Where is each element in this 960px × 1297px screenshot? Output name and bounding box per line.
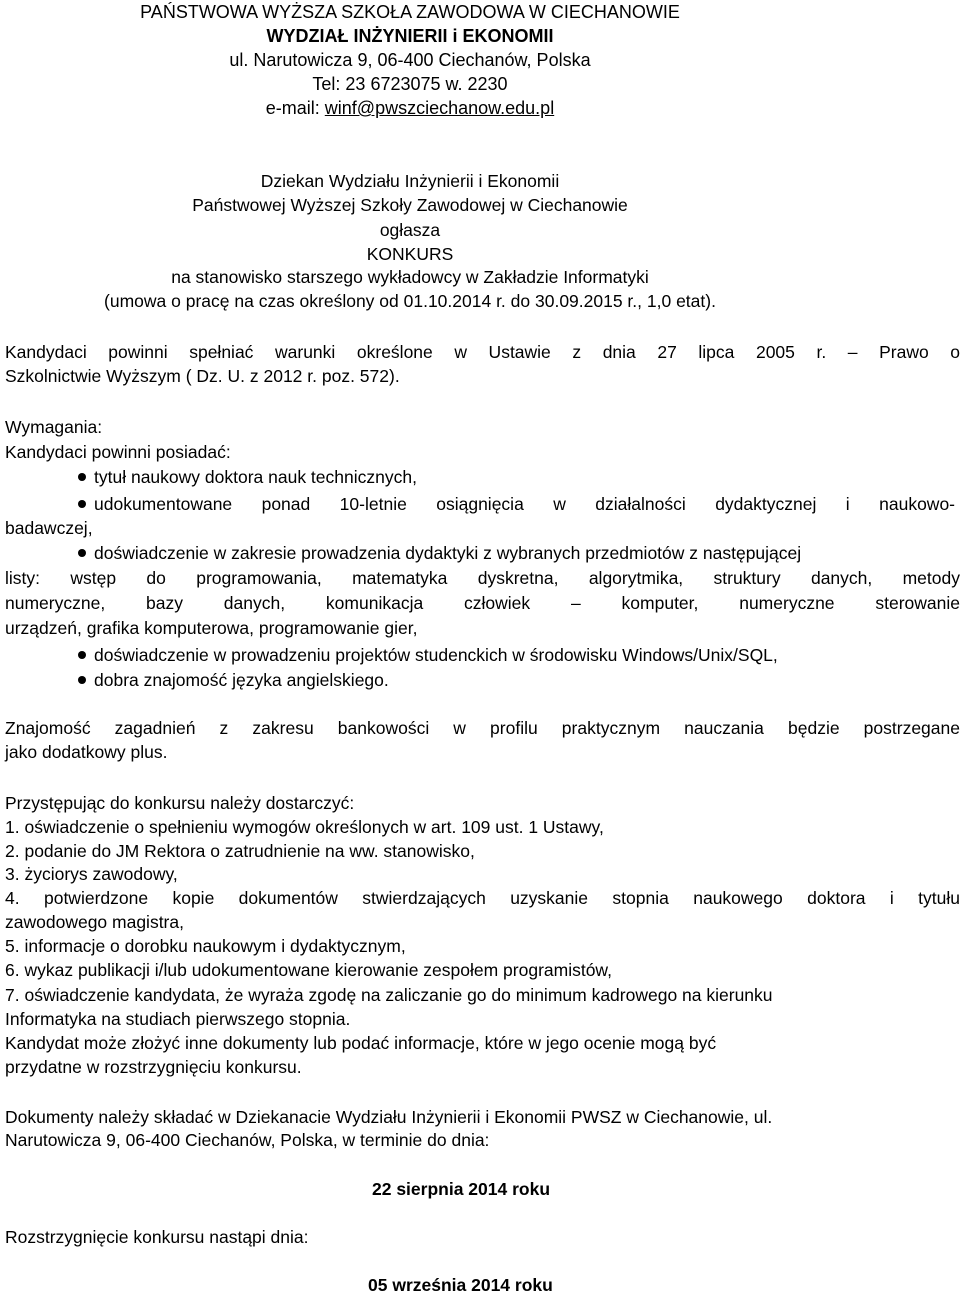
req-item-3-line4: urządzeń, grafika komputerowa, programowanie gier, xyxy=(5,618,418,638)
req-item-3-line3: numeryczne, bazy danych, komunikacja człowiek – komputer, numeryczne sterowanie xyxy=(5,593,960,613)
req-item-4: doświadczenie w prowadzeniu projektów studenckich w środowisku Windows/Unix/SQL, xyxy=(94,645,778,665)
document-item-7-line1: 7. oświadczenie kandydata, że wyraża zgodę na zaliczanie go do minimum kadrowego na kierunku xyxy=(5,985,773,1005)
document-item-4-line1: 4. potwierdzone kopie dokumentów stwierdzających uzyskanie stopnia naukowego doktora i tytułu xyxy=(5,888,960,908)
email-link[interactable]: winf@pwszciechanow.edu.pl xyxy=(324,98,555,118)
email-label: e-mail: xyxy=(265,98,325,118)
submission-line2: Narutowicza 9, 06-400 Ciechanów, Polska, w terminie do dnia: xyxy=(5,1130,490,1150)
document-item-1: 1. oświadczenie o spełnieniu wymogów określonych w art. 109 ust. 1 Ustawy, xyxy=(5,817,604,837)
document-item-4-line2: zawodowego magistra, xyxy=(5,912,184,932)
school-name: PAŃSTWOWA WYŻSZA SZKOŁA ZAWODOWA W CIECHANOWIE xyxy=(140,2,680,22)
plus-line1: Znajomość zagadnień z zakresu bankowości w profilu praktycznym nauczania będzie postrzegane xyxy=(5,718,960,738)
bullet-icon xyxy=(78,473,86,481)
other-docs-line1: Kandydat może złożyć inne dokumenty lub podać informacje, które w jego ocenie mogą być xyxy=(5,1033,717,1053)
announces: ogłasza xyxy=(379,220,441,240)
bullet-icon xyxy=(78,549,86,557)
result-date: 05 września 2014 roku xyxy=(368,1275,553,1295)
plus-line2: jako dodatkowy plus. xyxy=(5,742,168,762)
conditions-line1: Kandydaci powinni spełniać warunki określone w Ustawie z dnia 27 lipca 2005 r. – Prawo o xyxy=(5,342,960,362)
dean-title: Dziekan Wydziału Inżynierii i Ekonomii xyxy=(260,171,560,191)
other-docs-line2: przydatne w rozstrzygnięciu konkursu. xyxy=(5,1057,302,1077)
result-label: Rozstrzygnięcie konkursu nastąpi dnia: xyxy=(5,1227,309,1247)
req-item-3-line2: listy: wstęp do programowania, matematyka dyskretna, algorytmika, struktury danych, metody xyxy=(5,568,960,588)
conditions-line2: Szkolnictwie Wyższym ( Dz. U. z 2012 r. poz. 572). xyxy=(5,366,400,386)
bullet-icon xyxy=(78,651,86,659)
deadline-date: 22 sierpnia 2014 roku xyxy=(372,1179,551,1199)
req-item-5: dobra znajomość języka angielskiego. xyxy=(94,670,389,690)
document-item-2: 2. podanie do JM Rektora o zatrudnienie na ww. stanowisko, xyxy=(5,841,475,861)
email-line xyxy=(0,96,820,120)
requirements-title: Wymagania: xyxy=(5,417,103,437)
document-item-3: 3. życiorys zawodowy, xyxy=(5,864,178,884)
req-item-1: tytuł naukowy doktora nauk technicznych, xyxy=(94,467,417,487)
contest-heading: KONKURS xyxy=(366,244,454,264)
phone: Tel: 23 6723075 w. 2230 xyxy=(312,74,508,94)
address: ul. Narutowicza 9, 06-400 Ciechanów, Polska xyxy=(229,50,591,70)
req-item-2-line2: badawczej, xyxy=(5,518,93,538)
req-item-2-line1: udokumentowane ponad 10-letnie osiągnięcia w działalności dydaktycznej i naukowo- xyxy=(94,494,955,514)
faculty-name: WYDZIAŁ INŻYNIERII i EKONOMII xyxy=(266,26,554,46)
requirements-intro: Kandydaci powinni posiadać: xyxy=(5,442,231,462)
bullet-icon xyxy=(78,500,86,508)
documents-title: Przystępując do konkursu należy dostarczyć: xyxy=(5,793,355,813)
submission-line1: Dokumenty należy składać w Dziekanacie Wydziału Inżynierii i Ekonomii PWSZ w Ciechanowie, ul. xyxy=(5,1107,773,1127)
contract-details: (umowa o pracę na czas określony od 01.10.2014 r. do 30.09.2015 r., 1,0 etat). xyxy=(104,291,716,311)
position-title: na stanowisko starszego wykładowcy w Zakładzie Informatyki xyxy=(171,267,649,287)
school-title: Państwowej Wyższej Szkoły Zawodowej w Ciechanowie xyxy=(192,195,628,215)
document-item-5: 5. informacje o dorobku naukowym i dydaktycznym, xyxy=(5,936,406,956)
bullet-icon xyxy=(78,676,86,684)
document-item-6: 6. wykaz publikacji i/lub udokumentowane kierowanie zespołem programistów, xyxy=(5,960,612,980)
document-item-7-line2: Informatyka na studiach pierwszego stopnia. xyxy=(5,1009,351,1029)
req-item-3-line1: doświadczenie w zakresie prowadzenia dydaktyki z wybranych przedmiotów z następującej xyxy=(94,543,802,563)
